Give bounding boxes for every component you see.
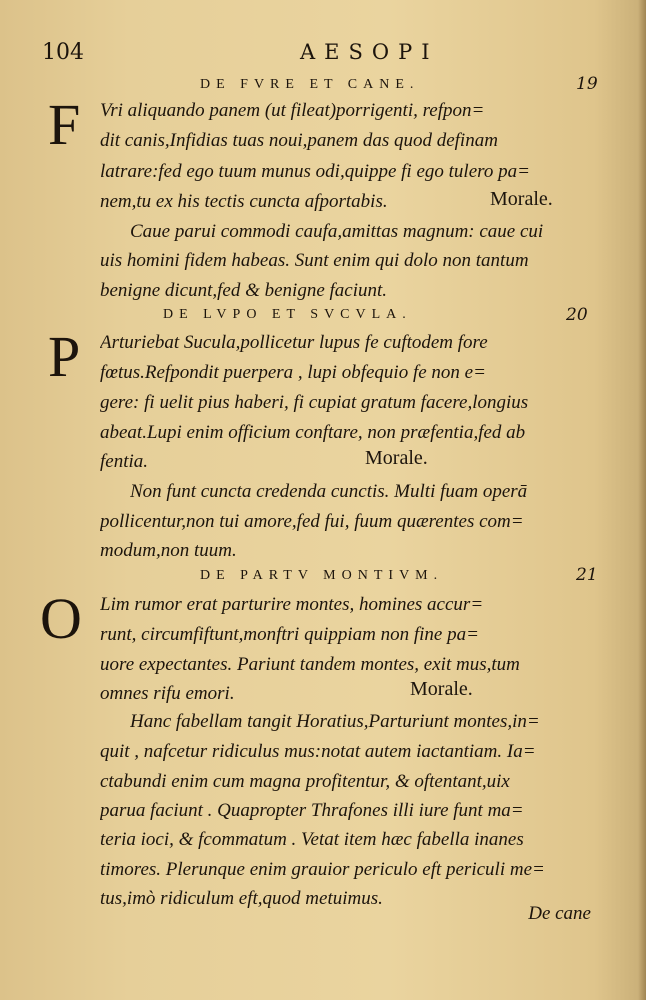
moral-line: uis homini fidem habeas. Sunt enim qui dolo non tantum	[100, 250, 529, 271]
morale-heading: Morale.	[410, 678, 473, 700]
moral-line: tus,imò ridiculum eft,quod metuimus.	[100, 888, 383, 909]
moral-line: benigne dicunt,fed & benigne faciunt.	[100, 280, 388, 301]
moral-line: timores. Plerunque enim grauior periculo eft periculi me=	[100, 859, 545, 880]
page-gutter-shadow	[638, 0, 646, 1000]
moral-line: teria ioci, & fcommatum . Vetat item hæc fabella inanes	[100, 829, 524, 850]
text-line: dit canis,Infidias tuas noui,panem das quod definam	[100, 130, 498, 151]
moral-line: Hanc fabellam tangit Horatius,Parturiunt montes,in=	[130, 711, 540, 732]
moral-line: pollicentur,non tui amore,fed fui, fuum quærentes com=	[100, 511, 524, 532]
fable-title: DE FVRE ET CANE.	[200, 77, 420, 92]
text-line: nem,tu ex his tectis cuncta afportabis.	[100, 191, 388, 212]
text-line: gere: fi uelit pius haberi, fi cupiat gratum facere,longius	[100, 392, 529, 413]
text-line: Arturiebat Sucula,pollicetur lupus fe cuftodem fore	[100, 332, 488, 353]
text-line: uore expectantes. Pariunt tandem montes, exit mus,tum	[100, 654, 520, 675]
drop-cap: F	[48, 92, 81, 157]
page-number: 104	[42, 40, 84, 65]
fable-title: DE LVPO ET SVCVLA.	[163, 307, 412, 322]
moral-line: modum,non tuum.	[100, 540, 237, 561]
moral-line: quit , nafcetur ridiculus mus:notat autem iactantiam. Ia=	[100, 741, 536, 762]
text-line: fentia.	[100, 451, 149, 472]
moral-line: Non funt cuncta credenda cunctis. Multi fuam operā	[130, 481, 528, 502]
fable-number: 19	[576, 74, 598, 94]
text-line: omnes rifu emori.	[100, 683, 235, 704]
drop-cap: P	[48, 324, 81, 389]
moral-line: Caue parui commodi caufa,amittas magnum: caue cui	[130, 221, 544, 242]
page-header	[42, 40, 602, 70]
text-line: latrare:fed ego tuum munus odi,quippe fi ego tulero pa=	[100, 161, 530, 182]
text-line: abeat.Lupi enim officium conftare, non præfentia,fed ab	[100, 422, 526, 443]
drop-cap: O	[40, 586, 82, 651]
fable-title: DE PARTV MONTIVM.	[200, 568, 444, 583]
fable-number: 20	[566, 305, 588, 325]
running-title: AESOPI	[300, 40, 439, 64]
morale-heading: Morale.	[490, 188, 553, 210]
fable-number: 21	[576, 565, 598, 585]
text-line: Lim rumor erat parturire montes, homines accur=	[100, 594, 484, 615]
text-line: runt, circumfiftunt,monftri quippiam non fine pa=	[100, 624, 479, 645]
catchword: De cane	[528, 903, 591, 924]
moral-line: parua faciunt . Quapropter Thrafones illi iure funt ma=	[100, 800, 524, 821]
morale-heading: Morale.	[365, 447, 428, 469]
moral-line: ctabundi enim cum magna profitentur, & oftentant,uix	[100, 771, 510, 792]
text-line: fœtus.Refpondit puerpera , lupi obfequio fe non e=	[100, 362, 486, 383]
text-line: Vri aliquando panem (ut fileat)porrigenti, refpon=	[100, 100, 485, 121]
